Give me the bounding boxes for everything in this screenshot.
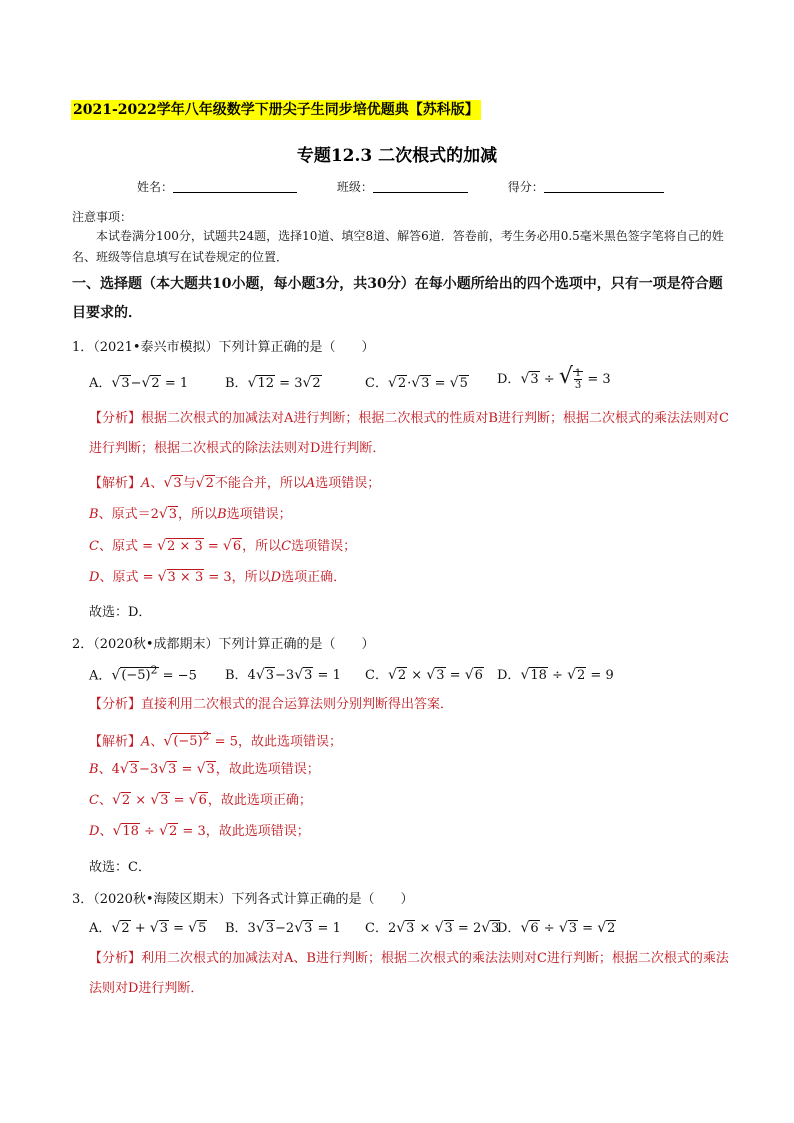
q3-option-b: B．3√3−2√3 = 1: [225, 920, 341, 936]
class-label: 班级：: [336, 180, 373, 194]
q1-solution-b: B、原式＝2√3，所以B选项错误；: [89, 506, 292, 522]
q3-analysis: 【分析】利用二次根式的加减法对A、B进行判断；根据二次根式的乘法法则对C进行判断；根据二次根式的乘法法则对D进行判断．: [89, 951, 729, 996]
q2-option-b: B．4√3−3√3 = 1: [225, 667, 341, 683]
q2-solution-a: 【解析】A、$√(-5)^2 = 5$，故此选项错误；: [89, 730, 342, 750]
question-1-stem: 1．（2021•泰兴市模拟）下列计算正确的是（ ）: [72, 340, 375, 355]
class-blank[interactable]: [373, 180, 468, 193]
q2-solution-c: C、√2 × √3 = √6，故此选项正确；: [89, 792, 312, 808]
q1-option-c: C．√2·√3 = √5: [365, 375, 468, 391]
q1-solution-d: D、原式 = √3 × 3 = 3，所以D选项正确．: [89, 569, 347, 585]
q1-option-b: B．√12 = 3√2: [225, 375, 321, 391]
q2-solution-d: D、√18 ÷ √2 = 3，故此选项错误；: [89, 823, 310, 839]
name-blank[interactable]: [173, 180, 297, 193]
q1-solution-a: 【解析】A、√3与√2不能合并，所以A选项错误；: [89, 475, 381, 491]
q1-answer: 故选：D．: [89, 605, 152, 620]
q2-solution-b: B、4√3−3√3 = √3，故此选项错误；: [89, 761, 320, 777]
q1-solution-c: C、原式 = √2 × 3 = √6，所以C选项错误；: [89, 538, 357, 554]
q3-option-d: D．√6 ÷ √3 = √2: [497, 920, 616, 936]
score-label: 得分：: [507, 180, 544, 194]
q1-option-a: A．√3−√2 = 1: [89, 375, 189, 391]
question-2-stem: 2．（2020秋•成都期末）下列计算正确的是（ ）: [72, 637, 375, 652]
score-blank[interactable]: [544, 180, 664, 193]
q2-option-c: C．√2 × √3 = √6: [365, 667, 483, 683]
q2-answer: 故选：C．: [89, 860, 151, 875]
q1-option-d: D．√3 ÷ √ $\frac{1}{3}$ = 3: [497, 364, 611, 391]
series-banner: 2021-2022学年八年级数学下册尖子生同步培优题典【苏科版】: [73, 102, 479, 118]
student-info-row: [137, 178, 700, 195]
notice-text: 本试卷满分100分，试题共24题，选择10道、填空8道、解答6道．答卷前，考生务必用0.5毫米黑色签字笔将自己的姓名、班级等信息填写在试卷规定的位置．: [72, 229, 724, 264]
q1-analysis: 【分析】根据二次根式的加减法对A进行判断；根据二次根式的性质对B进行判断；根据二次根式的乘法法则对C进行判断；根据二次根式的除法法则对D进行判断．: [89, 411, 729, 456]
q3-option-c: C．2√3 × √3 = 2√3: [365, 920, 500, 936]
q3-option-a: A．√2 + √3 = √5: [89, 920, 207, 936]
name-label: 姓名：: [137, 180, 174, 194]
notice-label: 注意事项：: [72, 210, 133, 224]
page-title: 专题12.3 二次根式的加减: [296, 146, 498, 166]
q2-option-d: D．√18 ÷ √2 = 9: [497, 667, 614, 683]
question-3-stem: 3．（2020秋•海陵区期末）下列各式计算正确的是（ ）: [72, 892, 414, 907]
q2-option-a: A．$√(-5)^2 = -5$: [89, 664, 197, 684]
section-heading: 一、选择题（本大题共10小题，每小题3分，共30分）在每小题所给出的四个选项中，只有一项是符合题目要求的．: [72, 276, 723, 321]
q2-analysis: 【分析】直接利用二次根式的混合运算法则分别判断得出答案．: [89, 697, 454, 712]
